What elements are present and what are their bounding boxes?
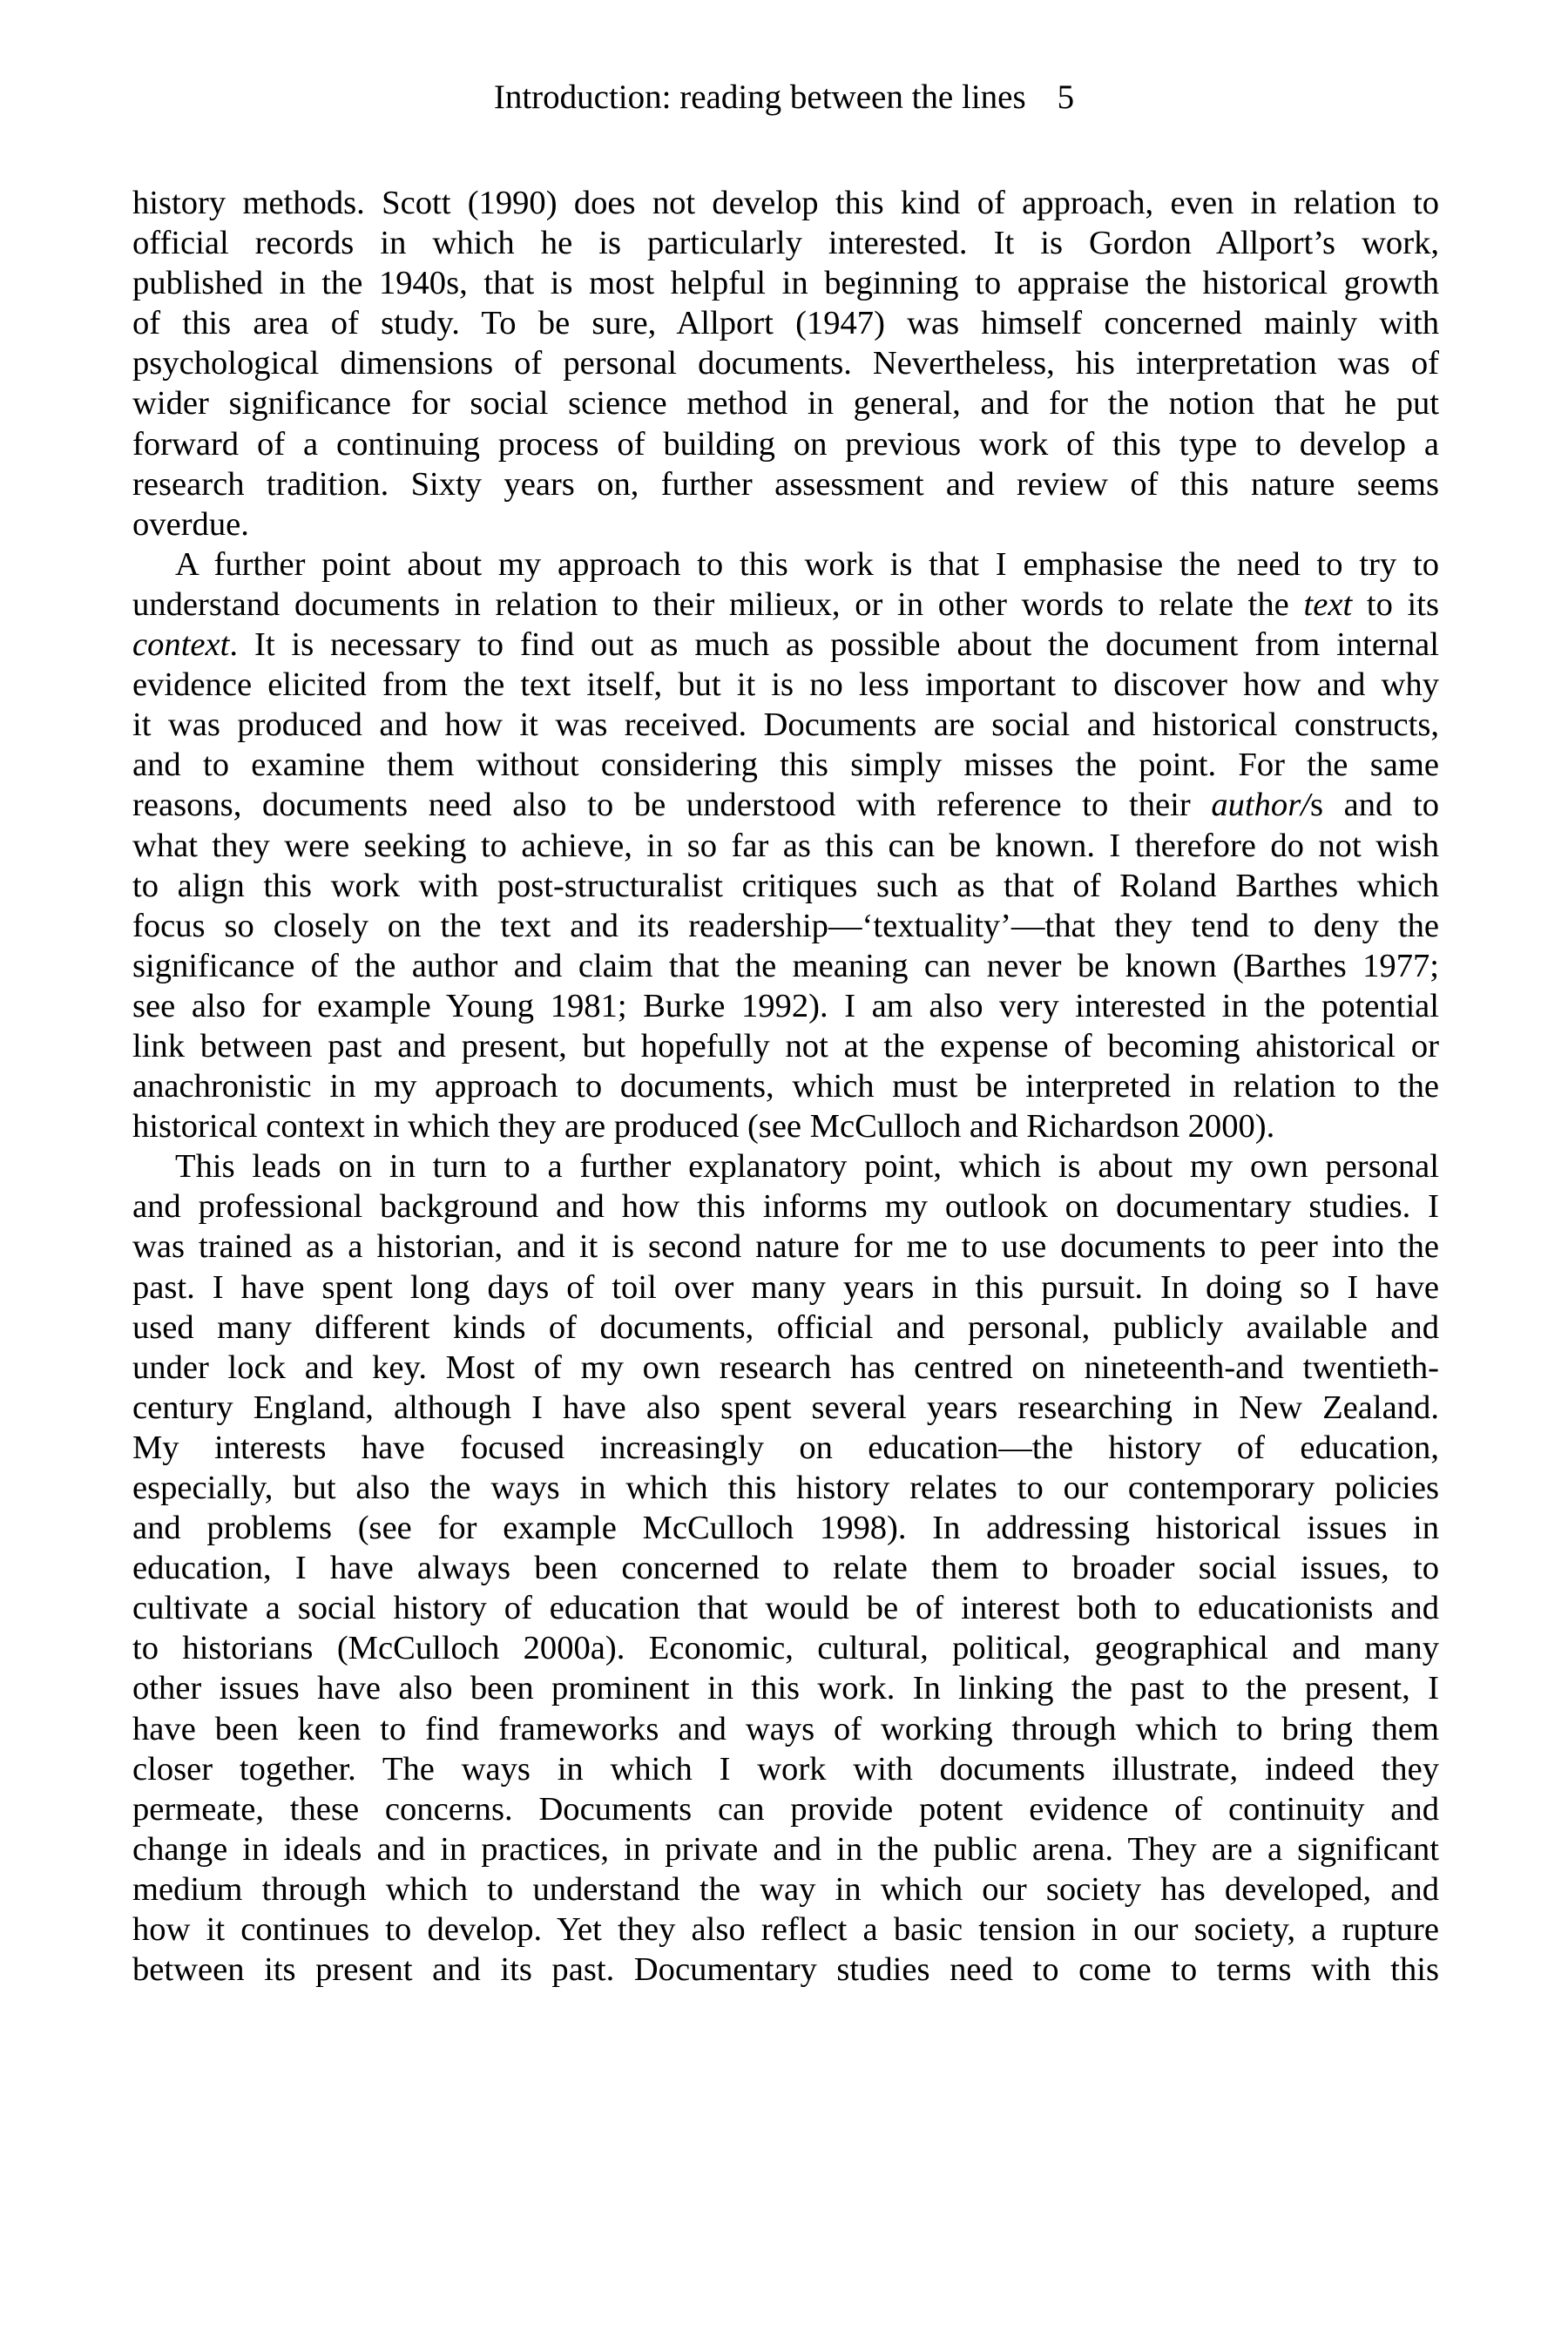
text-line: anachronistic in my approach to documents, which must be interpreted in relation to the (132, 1068, 1439, 1105)
emphasis-author: author/ (1211, 787, 1310, 824)
text-line: wider significance for social science method in general, and for the notion that he put (132, 385, 1439, 422)
text-line: closer together. The ways in which I work with documents illustrate, indeed they (132, 1750, 1439, 1788)
body-text (132, 183, 1439, 1990)
emphasis-context: context (132, 626, 230, 664)
text-line: permeate, these concerns. Documents can provide potent evidence of continuity and (132, 1790, 1439, 1828)
text-line: focus so closely on the text and its readership—‘textuality’—that they tend to deny the (132, 907, 1439, 944)
text-line: it was produced and how it was received. Documents are social and historical constructs, (132, 706, 1439, 744)
text-line: and problems (see for example McCulloch 1998). In addressing historical issues in (132, 1510, 1439, 1547)
text-line: research tradition. Sixty years on, further assessment and review of this nature seems (132, 465, 1439, 503)
text-line: under lock and key. Most of my own research has centred on nineteenth-and twentieth- (132, 1348, 1439, 1386)
text-line (132, 585, 1439, 625)
text-line: change in ideals and in practices, in private and in the public arena. They are a significant (132, 1830, 1439, 1868)
text-line: especially, but also the ways in which this history relates to our contemporary policies (132, 1470, 1439, 1506)
text-line: evidence elicited from the text itself, but it is no less important to discover how and why (132, 666, 1439, 704)
text-run: . It is necessary to find out as much as possible about the document from internal (229, 626, 1439, 664)
text-line: published in the 1940s, that is most helpful in beginning to appraise the historical growth (132, 265, 1439, 302)
text-run: s and to (1309, 787, 1440, 824)
text-line: between its present and its past. Documentary studies need to come to terms with this (132, 1951, 1439, 1989)
text-line: to historians (McCulloch 2000a). Economic, cultural, political, geographical and many (132, 1630, 1439, 1667)
text-line: was trained as a historian, and it is second nature for me to use documents to peer into the (132, 1228, 1439, 1266)
text-line: history methods. Scott (1990) does not develop this kind of approach, even in relation to (132, 185, 1439, 221)
text-line: official records in which he is particularly interested. It is Gordon Allport’s work, (132, 225, 1439, 262)
paragraph-2 (132, 544, 1439, 1146)
text-line: have been keen to find frameworks and ways of working through which to bring them (132, 1710, 1439, 1747)
text-line: to align this work with post-structuralist critiques such as that of Roland Barthes which (132, 867, 1439, 904)
emphasis-text: text (1303, 585, 1353, 623)
text-line: and to examine them without considering this simply misses the point. For the same (132, 747, 1439, 784)
text-line: past. I have spent long days of toil over many years in this pursuit. In doing so I have (132, 1268, 1439, 1306)
text-line: see also for example Young 1981; Burke 1992). I am also very interested in the potential (132, 987, 1439, 1024)
text-line: historical context in which they are produced (see McCulloch and Richardson 2000). (132, 1108, 1275, 1146)
running-header (0, 73, 1568, 122)
text-line: used many different kinds of documents, official and personal, publicly available and (132, 1308, 1439, 1346)
text-run: to its (1352, 585, 1439, 623)
text-line: century England, although I have also spent several years researching in New Zealand. (132, 1389, 1439, 1426)
text-line: medium through which to understand the way in which our society has developed, and (132, 1870, 1439, 1908)
text-line: This leads on in turn to a further explanatory point, which is about my own personal (175, 1148, 1439, 1186)
text-run: reasons, documents need also to be understood with reference to their (132, 787, 1212, 824)
text-line: link between past and present, but hopefully not at the expense of becoming ahistorical or (132, 1027, 1439, 1064)
text-run: understand documents in relation to their milieux, or in other words to relate the (132, 585, 1304, 623)
text-line (132, 625, 1439, 665)
text-line: and professional background and how this informs my outlook on documentary studies. I (132, 1188, 1439, 1226)
text-line: education, I have always been concerned to relate them to broader social issues, to (132, 1550, 1439, 1587)
text-line: other issues have also been prominent in this work. In linking the past to the present, I (132, 1670, 1439, 1707)
text-line: cultivate a social history of education that would be of interest both to educationists and (132, 1590, 1439, 1627)
text-line: forward of a continuing process of building on previous work of this type to develop a (132, 425, 1439, 463)
text-line: significance of the author and claim that the meaning can never be known (Barthes 1977; (132, 947, 1439, 984)
paragraph-3 (132, 1146, 1439, 1990)
page-number: 5 (1057, 78, 1075, 116)
text-line: how it continues to develop. Yet they also reflect a basic tension in our society, a rupture (132, 1911, 1439, 1949)
text-line: psychological dimensions of personal documents. Nevertheless, his interpretation was of (132, 345, 1439, 382)
text-line: of this area of study. To be sure, Allport (1947) was himself concerned mainly with (132, 305, 1439, 342)
text-line: overdue. (132, 505, 249, 543)
text-line: My interests have focused increasingly on education—the history of education, (132, 1429, 1439, 1466)
text-line: A further point about my approach to this work is that I emphasise the need to try to (175, 545, 1439, 583)
text-line: what they were seeking to achieve, in so far as this can be known. I therefore do not wish (132, 827, 1439, 864)
text-line (132, 785, 1439, 825)
running-title: Introduction: reading between the lines (493, 78, 1026, 116)
paragraph-1 (132, 183, 1439, 544)
